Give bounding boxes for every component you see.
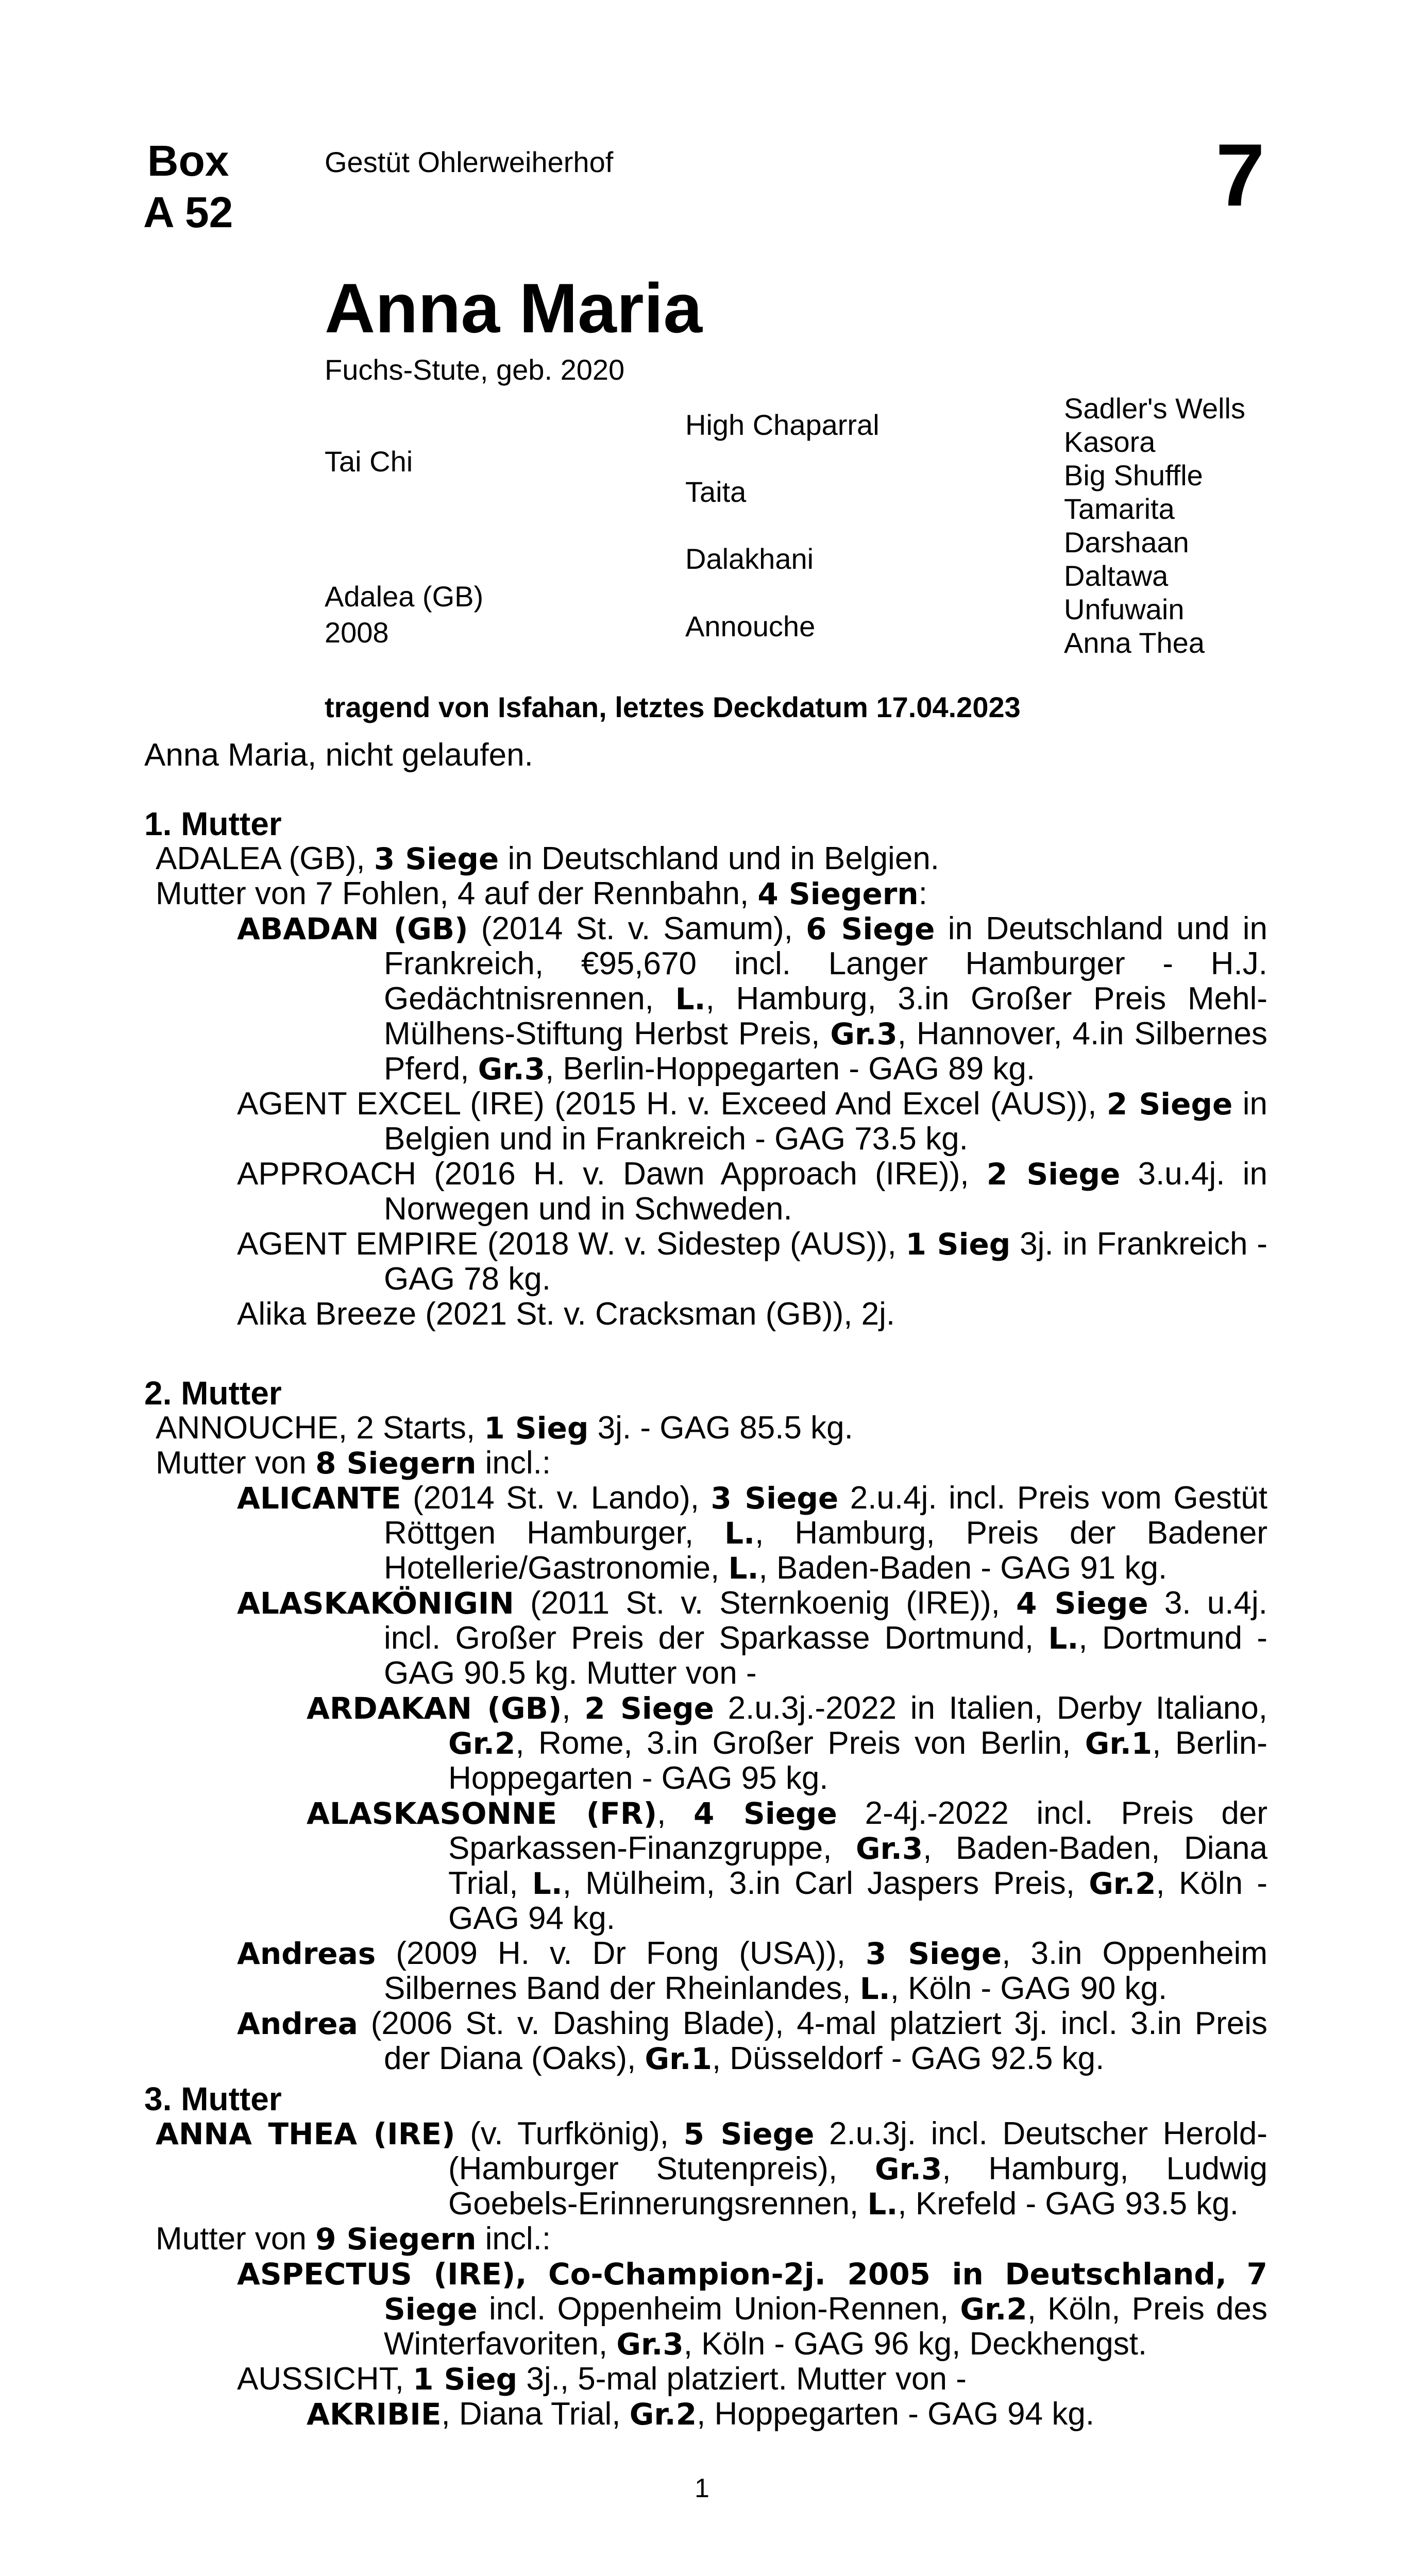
pedigree-gen2-3: Dalakhani <box>685 543 814 575</box>
section-mutter-3 <box>144 2081 1267 2432</box>
section-heading: 2. Mutter <box>144 1375 282 1412</box>
offspring-entry-abadan: ABADAN (GB) (2014 St. v. Samum), 6 Siege in Deutschland und in Frankreich, €95,670 incl. Langer Hamburger - H.J. Gedächtnisrennen, L., Hamburg, 3.in Großer Preis Mehl-Mülhens-Stiftung Herbst Preis, Gr.3, Hannover, 4.in Silbernes Pferd, Gr.3, Berlin-Hoppegarten - GAG 89 kg. <box>237 911 1267 1087</box>
offspring-entry-approach: APPROACH (2016 H. v. Dawn Approach (IRE)), 2 Siege 3.u.4j. in Norwegen und in Schweden. <box>237 1156 1267 1227</box>
pedigree-gen3-8: Anna Thea <box>1064 626 1205 659</box>
lot-number: 7 <box>1215 126 1265 225</box>
pedigree-dam-year: 2008 <box>325 616 389 649</box>
section-heading: 1. Mutter <box>144 805 282 842</box>
box-label <box>143 135 233 238</box>
pedigree-gen2-4: Annouche <box>685 610 816 642</box>
page-number: 1 <box>695 2473 709 2503</box>
offspring-entry-aussicht: AUSSICHT, 1 Sieg 3j., 5-mal platziert. Mutter von - <box>237 2361 967 2397</box>
offspring-entry-alika-breeze: Alika Breeze (2021 St. v. Cracksman (GB)), 2j. <box>237 1296 895 1332</box>
horse-name: Anna Maria <box>325 269 703 347</box>
box-label-line1: Box <box>147 137 229 185</box>
box-label-line2: A 52 <box>143 188 233 236</box>
pedigree-gen3-3: Big Shuffle <box>1064 459 1203 492</box>
section-heading: 3. Mutter <box>144 2080 282 2117</box>
section-mutter-2 <box>144 1376 1267 2076</box>
offspring-entry-agent-excel: AGENT EXCEL (IRE) (2015 H. v. Exceed And Excel (AUS)), 2 Siege in Belgien und in Frankreich - GAG 73.5 kg. <box>237 1086 1267 1157</box>
offspring-entry-alaskasonne: ALASKASONNE (FR), 4 Siege 2-4j.-2022 incl. Preis der Sparkassen-Finanzgruppe, Gr.3, Baden-Baden, Diana Trial, L., Mülheim, 3.in Carl Jaspers Preis, Gr.2, Köln - GAG 94 kg. <box>307 1795 1268 1936</box>
pedigree-gen3-6: Daltawa <box>1064 560 1169 592</box>
pedigree-gen3-4: Tamarita <box>1064 493 1175 525</box>
offspring-entry-andreas: Andreas (2009 H. v. Dr Fong (USA)), 3 Siege, 3.in Oppenheim Silbernes Band der Rheinlandes, L., Köln - GAG 90 kg. <box>237 1936 1267 2006</box>
dam-summary: ANNOUCHE, 2 Starts, 1 Sieg 3j. - GAG 85.5 kg. <box>156 1410 853 1446</box>
intro-line: Anna Maria, nicht gelaufen. <box>144 737 533 773</box>
dam-offspring-summary: Mutter von 8 Siegern incl.: <box>156 1445 551 1481</box>
pedigree-sire: Tai Chi <box>325 445 413 478</box>
dam-summary: ANNA THEA (IRE) (v. Turfkönig), 5 Siege 2.u.3j. incl. Deutscher Herold-(Hamburger Stutenpreis), Gr.3, Hamburg, Ludwig Goebels-Erinnerungsrennen, L., Krefeld - GAG 93.5 kg. <box>156 2116 1268 2222</box>
dam-offspring-summary: Mutter von 7 Fohlen, 4 auf der Rennbahn, 4 Siegern: <box>156 876 927 911</box>
dam-summary: ADALEA (GB), 3 Siege in Deutschland und in Belgien. <box>156 841 940 876</box>
offspring-entry-aspectus: ASPECTUS (IRE), Co-Champion-2j. 2005 in Deutschland, 7 Siege incl. Oppenheim Union-Rennen, Gr.2, Köln, Preis des Winterfavoriten, Gr.3, Köln - GAG 96 kg, Deckhengst. <box>237 2257 1268 2362</box>
offspring-entry-akribie: AKRIBIE, Diana Trial, Gr.2, Hoppegarten - GAG 94 kg. <box>307 2396 1095 2432</box>
pedigree-gen3-2: Kasora <box>1064 426 1156 458</box>
pregnancy-note: tragend von Isfahan, letztes Deckdatum 17.04.2023 <box>325 691 1021 723</box>
breeder-name: Gestüt Ohlerweiherhof <box>325 146 614 178</box>
pedigree-gen2-2: Taita <box>685 476 747 508</box>
pedigree-gen3-7: Unfuwain <box>1064 593 1185 625</box>
pedigree-dam: Adalea (GB) <box>325 580 484 613</box>
offspring-entry-ardakan: ARDAKAN (GB), 2 Siege 2.u.3j.-2022 in Italien, Derby Italiano, Gr.2, Rome, 3.in Großer Preis von Berlin, Gr.1, Berlin-Hoppegarten - GAG 95 kg. <box>307 1690 1268 1796</box>
offspring-entry-andrea: Andrea (2006 St. v. Dashing Blade), 4-mal platziert 3j. incl. 3.in Preis der Diana (Oaks), Gr.1, Düsseldorf - GAG 92.5 kg. <box>237 2006 1267 2076</box>
section-mutter-1 <box>144 806 1267 1332</box>
pedigree-gen2-1: High Chaparral <box>685 409 879 441</box>
pedigree-gen3-1: Sadler's Wells <box>1064 392 1245 425</box>
offspring-entry-alaskakoenigin: ALASKAKÖNIGIN (2011 St. v. Sternkoenig (IRE)), 4 Siege 3. u.4j. incl. Großer Preis der Sparkasse Dortmund, L., Dortmund - GAG 90.5 kg. Mutter von - <box>237 1585 1267 1691</box>
pedigree-gen3-5: Darshaan <box>1064 526 1189 558</box>
dam-offspring-summary: Mutter von 9 Siegern incl.: <box>156 2221 551 2257</box>
offspring-entry-agent-empire: AGENT EMPIRE (2018 W. v. Sidestep (AUS)), 1 Sieg 3j. in Frankreich - GAG 78 kg. <box>237 1226 1268 1297</box>
offspring-entry-alicante: ALICANTE (2014 St. v. Lando), 3 Siege 2.u.4j. incl. Preis vom Gestüt Röttgen Hamburger, L., Hamburg, Preis der Badener Hotellerie/Gastronomie, L., Baden-Baden - GAG 91 kg. <box>237 1480 1268 1586</box>
horse-description: Fuchs-Stute, geb. 2020 <box>325 353 625 386</box>
